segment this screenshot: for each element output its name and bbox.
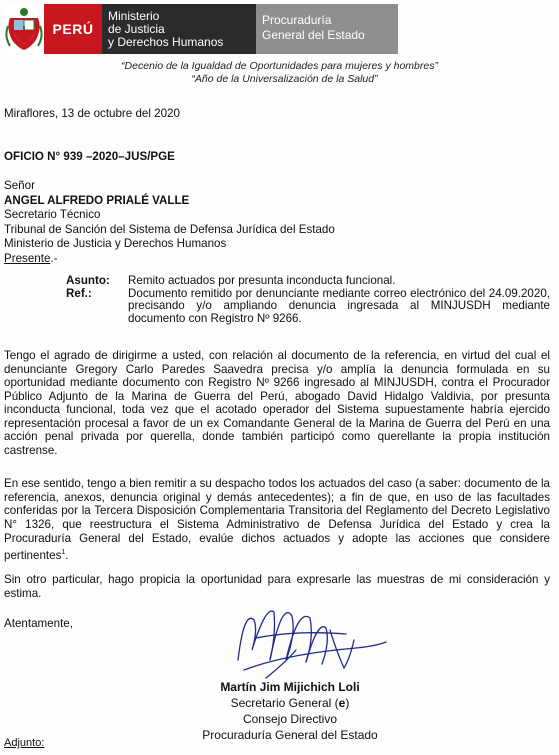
handwritten-signature — [226, 590, 396, 685]
office-line: Procuraduría — [262, 13, 332, 27]
signatory-role-suffix: ) — [345, 696, 350, 710]
office-label — [256, 4, 398, 54]
presente-suffix: .- — [50, 251, 58, 265]
signatory-unit: Consejo Directivo — [242, 712, 338, 726]
signatory-name: Martín Jim Mijichich Loli — [220, 680, 360, 694]
body-paragraph-1: Tengo el agrado de dirigirme a usted, con relación al documento de la referencia, en virtud del cual el denunciante Gregory Carlo Paredes Saavedra precisa y/o amplía la denuncia formulada en su oportunidad mediante documento con Registro Nº 9266 ingresado al MINJUSDH, contra el Procurador Público Adjunto de la Marina de Guerra del Perú, abogado David Hidalgo Valdivia, por presunta inconducta funcional, toda vez que el acotado operador del Sistema supuestamente habría ejercido representación procesal a favor de un ex Comandante General de la Marina de Guerra del Perú en una acción penal privada por querella, donde también participó como querellante la propia institución castrense. — [4, 349, 550, 457]
addressee-ministry: Ministerio de Justicia y Derechos Humanos — [4, 237, 227, 251]
presente: Presente — [4, 251, 51, 265]
signatory-role — [168, 695, 412, 711]
addressee-title: Secretario Técnico — [4, 208, 101, 222]
document-number: OFICIO N° 939 –2020–JUS/PGE — [4, 150, 175, 163]
ministry-line: y Derechos Humanos — [108, 35, 224, 49]
place-date: Miraflores, 13 de octubre del 2020 — [4, 107, 180, 120]
body-paragraph-2-text: En ese sentido, tengo a bien remitir a su despacho todos los actuados del caso (a saber: documento de la referencia, anexos, denuncia original y demás antecedentes); a fin de que, en uso de las facultades conferidas por la Tercera Disposición Complementaria Transitoria del Reglamento del Decreto Legislativo N° 1326, que reestructura el Sistema Administrativo de Defensa Jurídica del Estado y crea la Procuraduría General del Estado, evalúe dichos actuados y adopte las acciones que considere pertinentes — [4, 477, 550, 562]
footnote-marker: 1 — [61, 548, 66, 556]
addressee-name: ANGEL ALFREDO PRIALÉ VALLE — [4, 193, 190, 207]
asunto-row — [66, 275, 550, 288]
signatory-block — [168, 679, 412, 743]
presente-line — [4, 252, 335, 267]
signatory-entity: Procuraduría General del Estado — [202, 728, 378, 742]
body-paragraph-3: Sin otro particular, hago propicia la oportunidad para expresarle las muestras de mi consideración y estima. — [4, 573, 550, 600]
addressee-org: Tribunal de Sanción del Sistema de Defensa Jurídica del Estado — [4, 222, 335, 236]
year-mottos — [0, 60, 559, 86]
letterhead — [4, 4, 398, 54]
salutation: Señor — [4, 179, 35, 192]
body-paragraph-2-end: . — [65, 548, 69, 562]
asunto-label: Asunto: — [66, 274, 110, 287]
office-line: General del Estado — [262, 28, 365, 42]
asunto-text: Remito actuados por presunta inconducta funcional. — [128, 274, 396, 287]
ref-text: Documento remitido por denunciante mediante correo electrónico del 24.09.2020, precisando y/o ampliando denuncia ingresada al MINJUSDH mediante documento con Registro Nº 9266. — [128, 286, 550, 325]
ministry-line: Ministerio — [108, 9, 160, 23]
country-label: PERÚ — [44, 4, 102, 54]
ministry-line: de Justicia — [108, 22, 165, 36]
closing: Atentamente, — [4, 617, 73, 630]
decade-motto: “Decenio de la Igualdad de Oportunidades para mujeres y hombres” — [121, 60, 438, 72]
ref-row — [66, 288, 550, 326]
signatory-role-mark: e — [338, 696, 346, 710]
addressee-block — [4, 179, 335, 267]
year-motto: “Año de la Universalización de la Salud” — [191, 73, 378, 85]
signatory-role-prefix: Secretario General ( — [230, 696, 339, 710]
coat-of-arms-icon — [4, 4, 44, 54]
attachment-label: Adjunto: — [4, 737, 45, 749]
body-paragraph-2 — [4, 477, 550, 562]
ministry-label — [102, 4, 256, 54]
subject-block — [66, 275, 550, 325]
ref-label: Ref.: — [66, 286, 92, 300]
